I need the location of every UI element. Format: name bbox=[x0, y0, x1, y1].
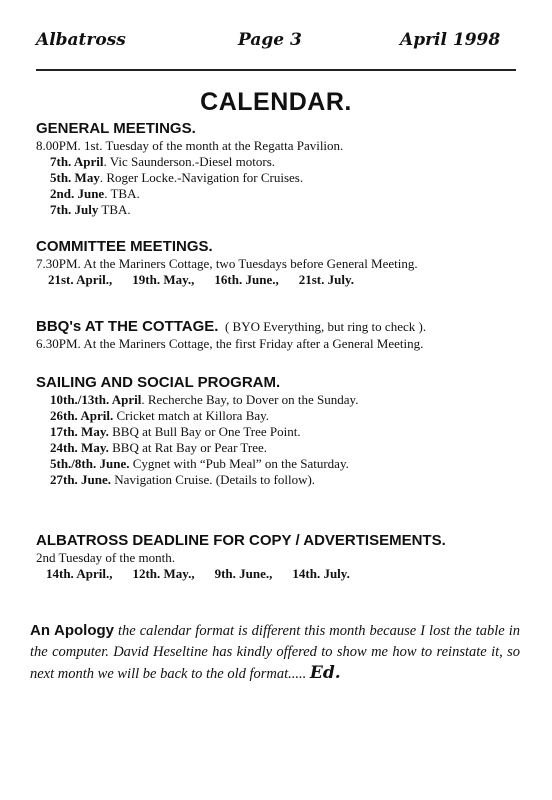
bbq-note: ( BYO Everything, but ring to check ). bbox=[224, 319, 427, 334]
committee-meetings-heading: COMMITTEE MEETINGS. bbox=[36, 238, 213, 255]
apology-body: the calendar format is different this month because I lost the table in the computer. David Heseltine has kindly offered to show me how to reinstate it, so next month we will be back to the old format..... bbox=[30, 623, 521, 682]
header-page-number: Page 3 bbox=[238, 30, 302, 50]
list-item: 5th./8th. June. Cygnet with “Pub Meal” on the Saturday. bbox=[50, 456, 349, 471]
committee-meetings-intro: 7.30PM. At the Mariners Cottage, two Tuesdays before General Meeting. bbox=[36, 256, 418, 271]
bbq-text: 6.30PM. At the Mariners Cottage, the first Friday after a General Meeting. bbox=[36, 336, 424, 351]
list-item: 27th. June. Navigation Cruise. (Details to follow). bbox=[50, 472, 316, 487]
header-date: April 1998 bbox=[400, 30, 501, 50]
apology-lead: An Apology bbox=[30, 622, 114, 639]
deadline-heading: ALBATROSS DEADLINE FOR COPY / ADVERTISEMENTS. bbox=[36, 532, 446, 549]
sailing-program-section bbox=[36, 374, 532, 488]
list-item: 7th. April. Vic Saunderson.-Diesel motors. bbox=[50, 154, 276, 169]
editor-signature: Ed. bbox=[309, 663, 341, 683]
bbq-heading: BBQ's AT THE COTTAGE. bbox=[36, 318, 219, 335]
list-item: 2nd. June. TBA. bbox=[50, 186, 140, 201]
committee-meetings-section bbox=[36, 238, 532, 288]
committee-dates: 21st. April., 19th. May., 16th. June., 21st. July. bbox=[48, 272, 354, 287]
list-item: 5th. May. Roger Locke.-Navigation for Cruises. bbox=[50, 170, 304, 185]
general-meetings-heading: GENERAL MEETINGS. bbox=[36, 120, 196, 137]
apology-paragraph bbox=[30, 620, 520, 685]
list-item: 7th. July TBA. bbox=[50, 202, 131, 217]
general-meetings-section bbox=[36, 120, 532, 218]
list-item: 17th. May. BBQ at Bull Bay or One Tree Point. bbox=[50, 424, 301, 439]
deadline-dates: 14th. April., 12th. May., 9th. June., 14th. July. bbox=[46, 566, 350, 581]
list-item: 24th. May. BBQ at Rat Bay or Pear Tree. bbox=[50, 440, 268, 455]
deadline-intro: 2nd Tuesday of the month. bbox=[36, 550, 176, 565]
page-title: CALENDAR. bbox=[200, 88, 352, 116]
header-rule bbox=[36, 69, 516, 71]
list-item: 10th./13th. April. Recherche Bay, to Dover on the Sunday. bbox=[50, 392, 359, 407]
deadline-section bbox=[36, 532, 532, 582]
header-publication: Albatross bbox=[36, 30, 126, 50]
list-item: 26th. April. Cricket match at Killora Bay. bbox=[50, 408, 270, 423]
general-meetings-intro: 8.00PM. 1st. Tuesday of the month at the Regatta Pavilion. bbox=[36, 138, 344, 153]
bbq-section bbox=[36, 318, 532, 352]
sailing-program-heading: SAILING AND SOCIAL PROGRAM. bbox=[36, 374, 281, 391]
